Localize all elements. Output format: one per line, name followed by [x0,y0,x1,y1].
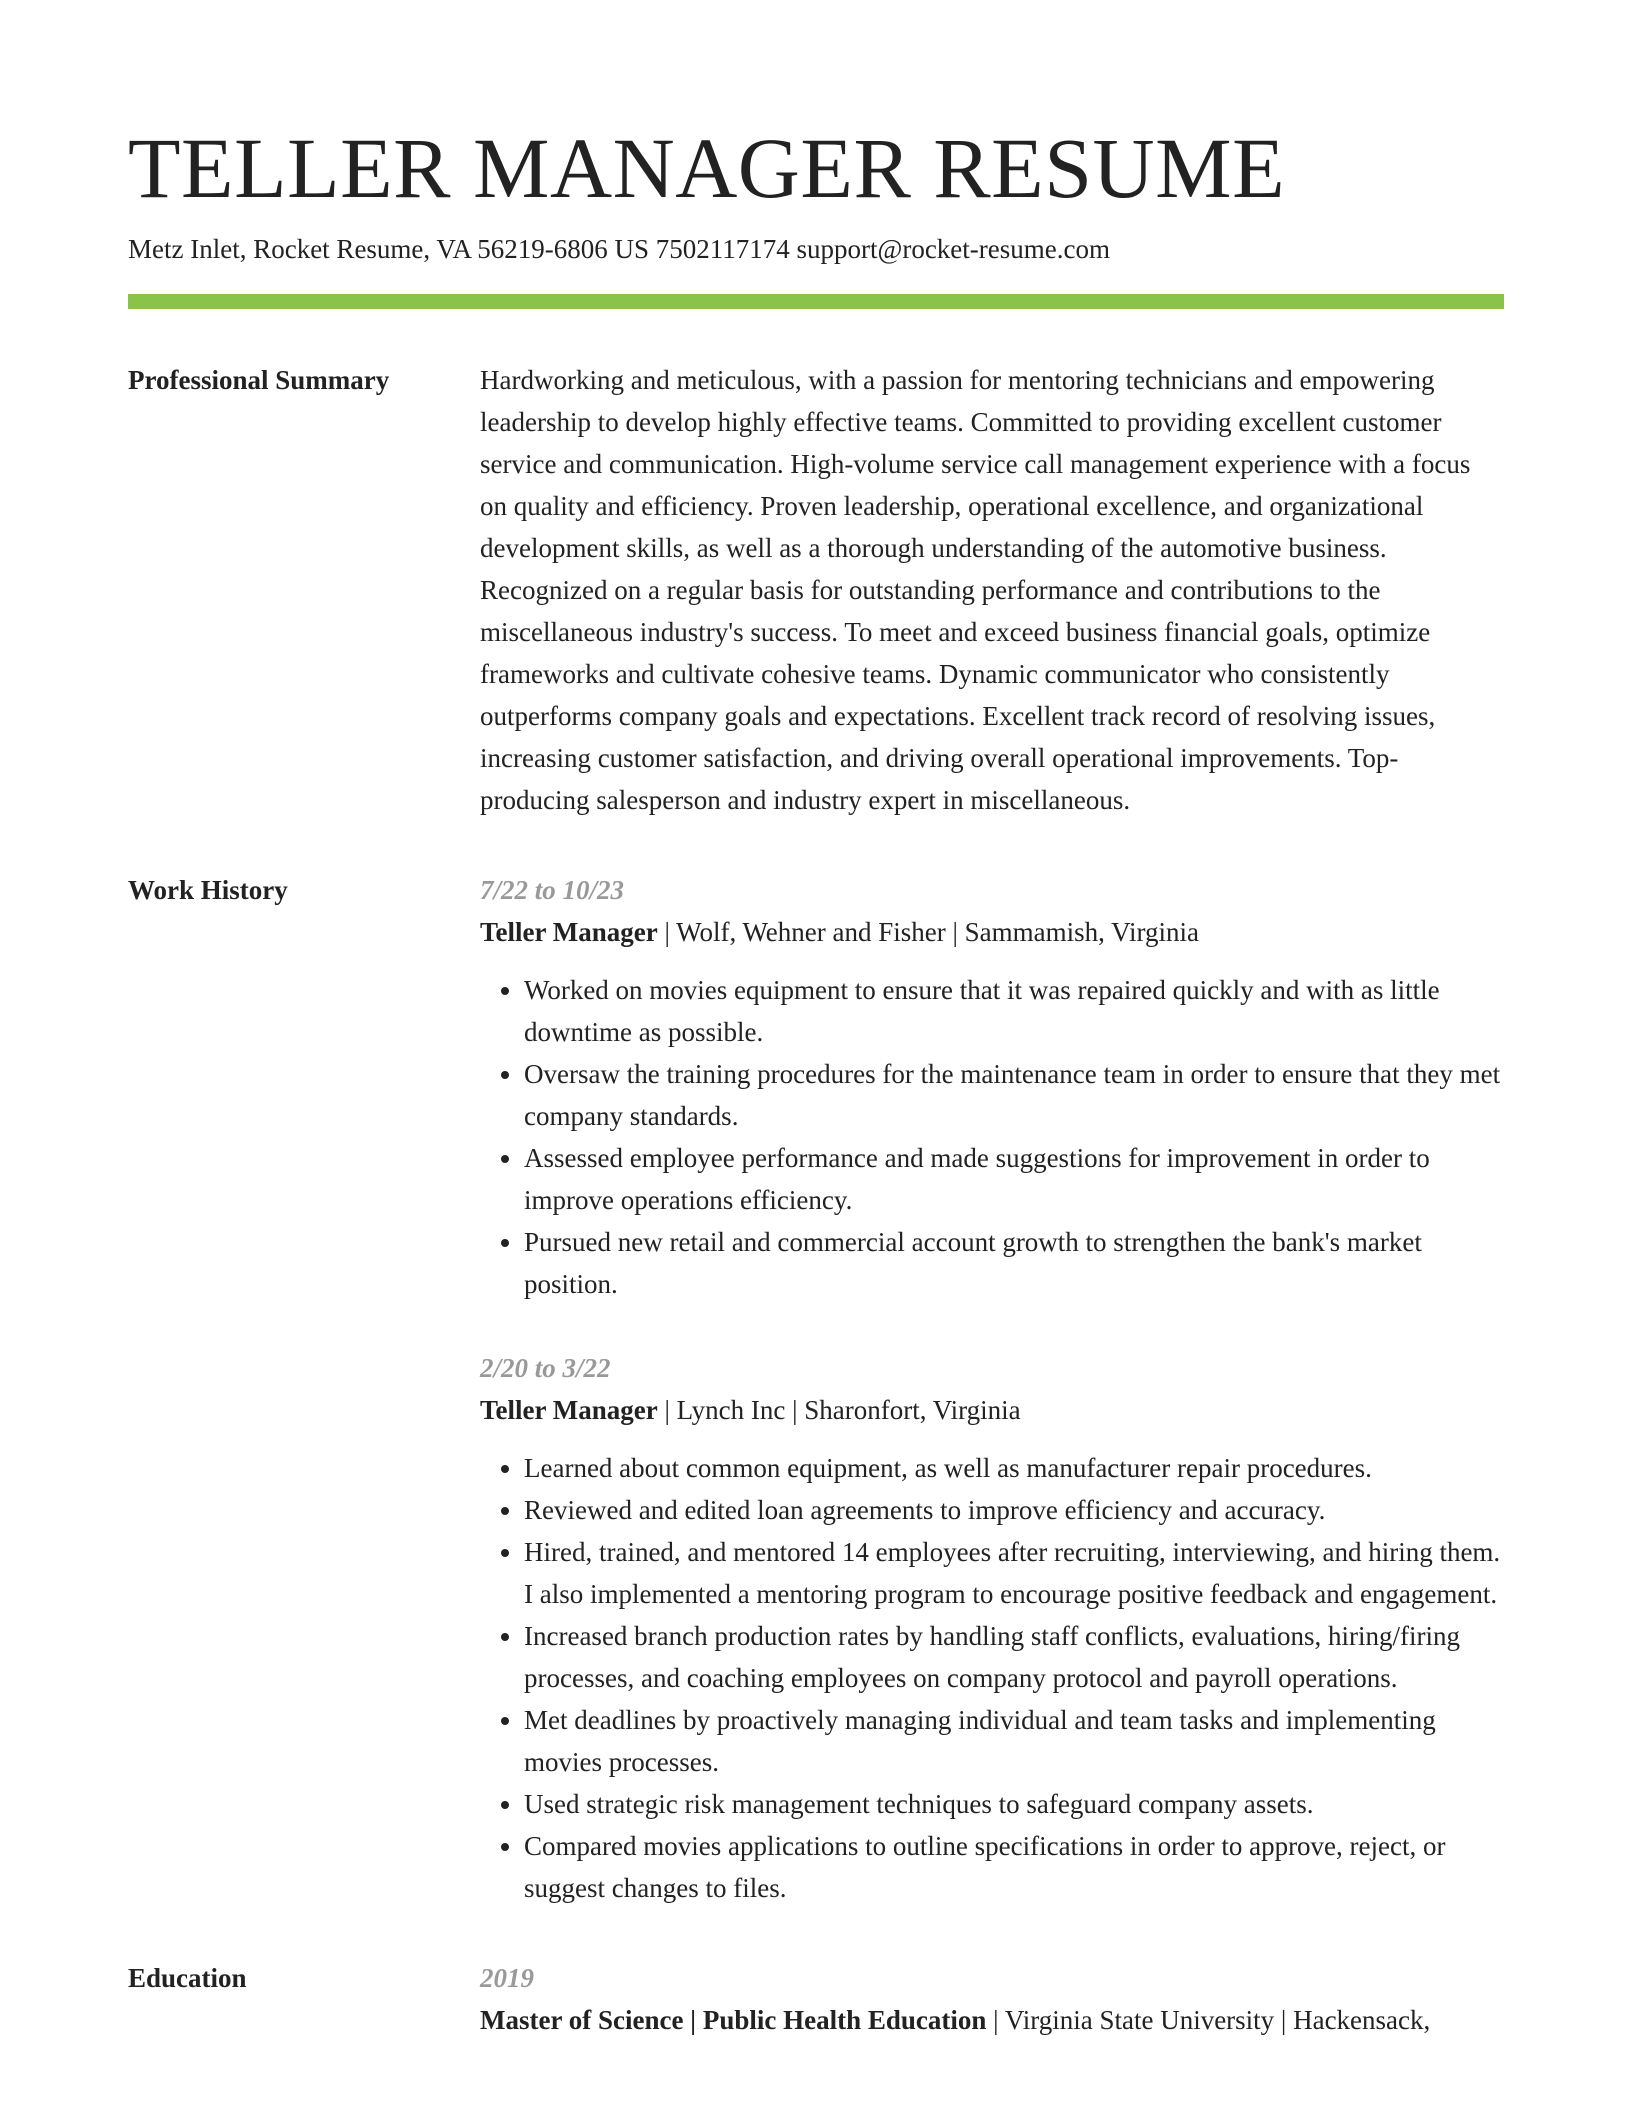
resume-page [128,118,1504,2041]
job-bullet: • Assessed employee performance and made suggestions for improvement in order to improve operations efficiency. [524,1137,1504,1221]
job-title: Teller Manager [480,1395,658,1425]
education-details: | Virginia State University | Hackensack, [986,2005,1431,2035]
contact-line: Metz Inlet, Rocket Resume, VA 56219-6806 US 7502117174 support@rocket-resume.com [128,234,1110,264]
education-heading: Education [128,1963,247,1993]
job-bullet: • Oversaw the training procedures for the maintenance team in order to ensure that they met company standards. [524,1053,1504,1137]
header-divider [128,294,1504,309]
work-history-section [128,869,1504,1909]
job-role-line [480,1389,1504,1431]
job-bullet: • Worked on movies equipment to ensure that it was repaired quickly and with as little downtime as possible. [524,969,1504,1053]
work-history-list [480,869,1504,1909]
education-year: 2019 [480,1963,534,1993]
job-bullet: • Increased branch production rates by handling staff conflicts, evaluations, hiring/firing processes, and coaching employees on company protocol and payroll operations. [524,1615,1504,1699]
job-bullet: • Used strategic risk management techniques to safeguard company assets. [524,1783,1504,1825]
education-line [480,1999,1504,2041]
job-bullet-list [480,969,1504,1305]
resume-title: TELLER MANAGER RESUME [128,120,1286,216]
job-role-line [480,911,1504,953]
job-bullet: • Pursued new retail and commercial account growth to strengthen the bank's market position. [524,1221,1504,1305]
job-bullet: • Learned about common equipment, as well as manufacturer repair procedures. [524,1447,1504,1489]
job-bullet: • Hired, trained, and mentored 14 employees after recruiting, interviewing, and hiring them. I also implemented a mentoring program to encourage positive feedback and engagement. [524,1531,1504,1615]
education-section [128,1957,1504,2041]
job-details: | Wolf, Wehner and Fisher | Sammamish, Virginia [657,917,1200,947]
work-history-heading: Work History [128,875,288,905]
job-bullet: • Met deadlines by proactively managing individual and team tasks and implementing movies processes. [524,1699,1504,1783]
job-bullet-list [480,1447,1504,1909]
job-details: | Lynch Inc | Sharonfort, Virginia [657,1395,1021,1425]
job-dates: 2/20 to 3/22 [480,1353,611,1383]
job-entry [480,1347,1504,1909]
job-title: Teller Manager [480,917,658,947]
job-dates: 7/22 to 10/23 [480,875,625,905]
job-bullet: • Compared movies applications to outline specifications in order to approve, reject, or suggest changes to files. [524,1825,1504,1909]
job-entry [480,869,1504,1305]
summary-section [128,359,1504,821]
summary-heading: Professional Summary [128,365,390,395]
summary-text: Hardworking and meticulous, with a passion for mentoring technicians and empowering leadership to develop highly effective teams. Committed to providing excellent customer service and communication. High-volume service call management experience with a focus on quality and efficiency. Proven leadership, operational excellence, and organizational development skills, as well as a thorough understanding of the automotive business. Recognized on a regular basis for outstanding performance and contributions to the miscellaneous industry's success. To meet and exceed business financial goals, optimize frameworks and cultivate cohesive teams. Dynamic communicator who consistently outperforms company goals and expectations. Excellent track record of resolving issues, increasing customer satisfaction, and driving overall operational improvements. Top-producing salesperson and industry expert in miscellaneous. [480,365,1471,815]
education-degree: Master of Science | Public Health Education [480,2005,987,2035]
job-bullet: • Reviewed and edited loan agreements to improve efficiency and accuracy. [524,1489,1504,1531]
